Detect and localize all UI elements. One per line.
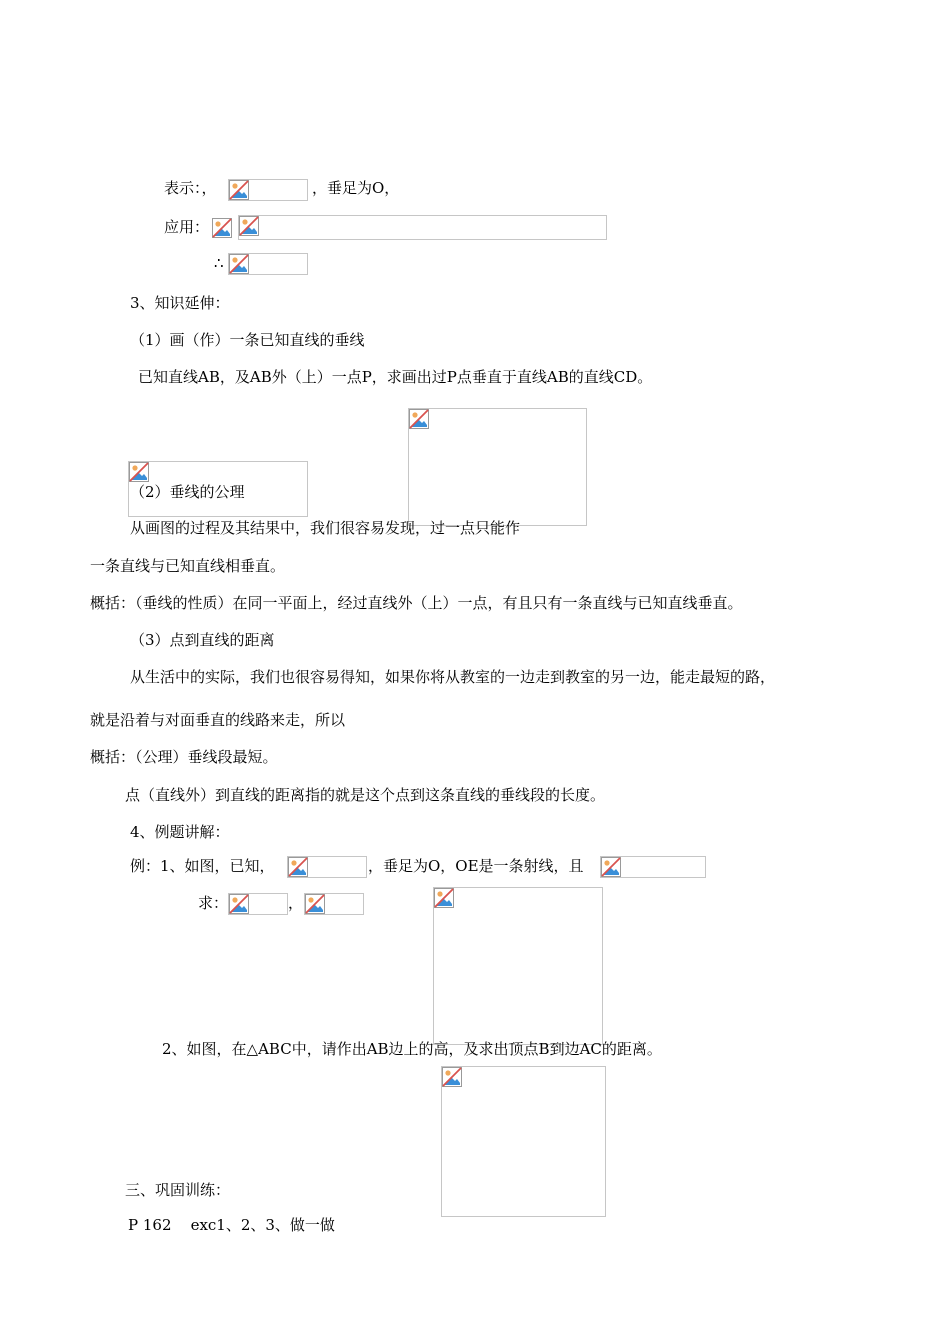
subsection-heading: （3）点到直线的距离 xyxy=(130,631,275,649)
broken-image-icon xyxy=(229,894,249,914)
formula-image-small xyxy=(212,218,232,238)
formula-image xyxy=(287,856,367,878)
broken-image-icon xyxy=(212,218,232,238)
section-heading: 三、巩固训练： xyxy=(125,1181,231,1199)
therefore-symbol: ∴ xyxy=(214,254,224,272)
broken-image-icon xyxy=(409,409,429,429)
paragraph: 就是沿着与对面垂直的线路来走，所以 xyxy=(90,711,346,729)
figure-image xyxy=(441,1066,606,1217)
broken-image-icon xyxy=(305,894,325,914)
formula-image xyxy=(304,893,364,915)
broken-image-icon xyxy=(229,180,249,200)
qiu-label: 求： xyxy=(198,894,229,912)
figure-image xyxy=(433,887,603,1045)
formula-image xyxy=(228,893,288,915)
section-heading: 4、例题讲解： xyxy=(130,823,230,841)
paragraph: 已知直线AB，及AB外（上）一点P，求画出过P点垂直于直线AB的直线CD。 xyxy=(138,368,653,386)
broken-image-icon xyxy=(239,216,259,236)
paragraph: 一条直线与已知直线相垂直。 xyxy=(90,557,286,575)
example-text: ，垂足为O，OE是一条射线，且 xyxy=(368,857,584,875)
broken-image-icon xyxy=(229,254,249,274)
paragraph: 点（直线外）到直线的距离指的就是这个点到这条直线的垂线段的长度。 xyxy=(125,786,606,804)
subsection-heading: （2）垂线的公理 xyxy=(130,483,245,501)
yingyong-label: 应用： xyxy=(164,218,210,236)
subsection-heading: （1）画（作）一条已知直线的垂线 xyxy=(130,331,365,349)
example-text: 例：1、如图，已知， xyxy=(130,857,275,875)
broken-image-icon xyxy=(442,1067,462,1087)
formula-image xyxy=(238,215,607,240)
summary: 概括：（公理）垂线段最短。 xyxy=(90,748,278,766)
biaoshi-label: 表示：， xyxy=(164,179,217,197)
paragraph: 从生活中的实际，我们也很容易得知，如果你将从教室的一边走到教室的另一边，能走最短的路， xyxy=(130,668,776,686)
broken-image-icon xyxy=(288,857,308,877)
formula-image xyxy=(228,253,308,275)
figure-image xyxy=(408,408,587,526)
comma: ， xyxy=(288,894,304,912)
formula-image xyxy=(600,856,706,878)
broken-image-icon xyxy=(434,888,454,908)
exercise-reference: P 162 exc1、2、3、做一做 xyxy=(128,1216,335,1234)
biaoshi-tail: ，垂足为O， xyxy=(312,179,400,197)
broken-image-icon xyxy=(601,857,621,877)
section-heading: 3、知识延伸： xyxy=(130,294,230,312)
formula-image xyxy=(228,179,308,201)
example-text: 2、如图，在△ABC中，请作出AB边上的高，及求出顶点B到边AC的距离。 xyxy=(162,1040,662,1058)
paragraph: 从画图的过程及其结果中，我们很容易发现，过一点只能作 xyxy=(130,519,521,537)
summary: 概括：（垂线的性质）在同一平面上，经过直线外（上）一点，有且只有一条直线与已知直线垂直。 xyxy=(90,594,743,612)
broken-image-icon xyxy=(129,462,149,482)
